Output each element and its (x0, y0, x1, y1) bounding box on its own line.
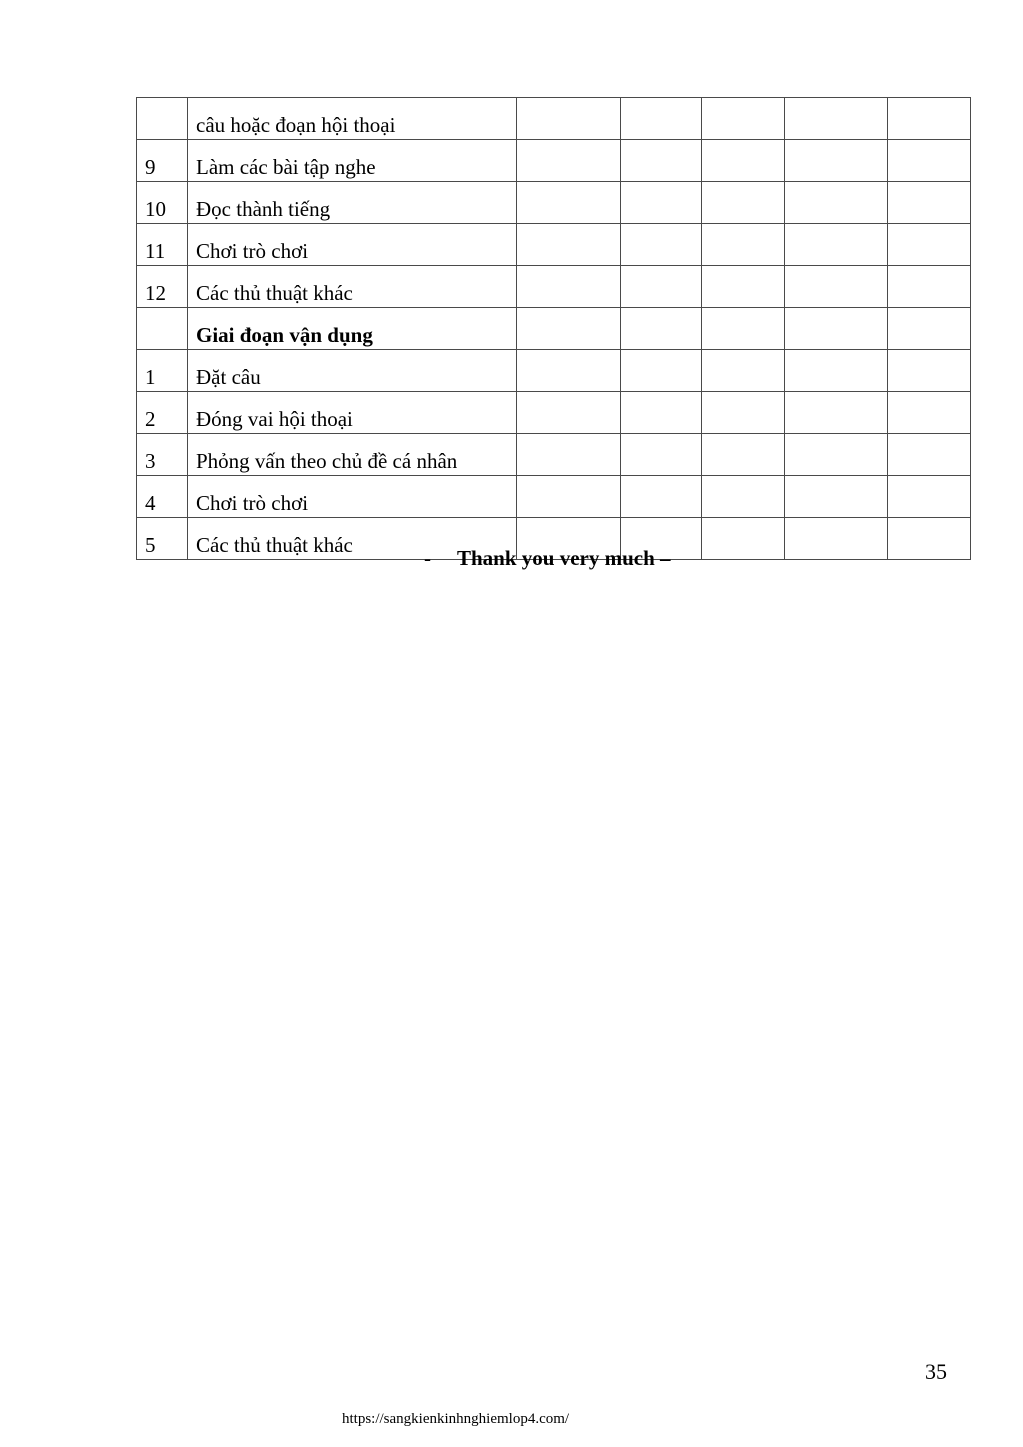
empty-cell (888, 434, 971, 476)
table-row (137, 266, 971, 308)
empty-cell (785, 434, 888, 476)
empty-cell (702, 518, 785, 560)
row-number (137, 308, 188, 350)
empty-cell (517, 266, 621, 308)
row-activity: Các thủ thuật khác (188, 266, 517, 308)
empty-cell (888, 476, 971, 518)
empty-cell (702, 140, 785, 182)
section-title: Giai đoạn vận dụng (188, 308, 517, 350)
table-row (137, 98, 971, 140)
empty-cell (621, 350, 702, 392)
empty-cell (517, 392, 621, 434)
table-row (137, 224, 971, 266)
table-body (137, 98, 971, 560)
row-activity: Đọc thành tiếng (188, 182, 517, 224)
empty-cell (621, 392, 702, 434)
empty-cell (621, 140, 702, 182)
empty-cell (888, 308, 971, 350)
empty-cell (517, 224, 621, 266)
empty-cell (888, 392, 971, 434)
page-number: 35 (925, 1359, 947, 1384)
empty-cell (785, 518, 888, 560)
empty-cell (785, 140, 888, 182)
empty-cell (621, 224, 702, 266)
empty-cell (517, 98, 621, 140)
empty-cell (621, 476, 702, 518)
footer-url: https://sangkienkinhnghiemlop4.com/ (342, 1411, 570, 1427)
empty-cell (785, 98, 888, 140)
empty-cell (888, 350, 971, 392)
row-activity: Các thủ thuật khác (188, 518, 517, 560)
empty-cell (517, 350, 621, 392)
empty-cell (621, 266, 702, 308)
row-activity: Đóng vai hội thoại (188, 392, 517, 434)
row-number: 5 (137, 518, 188, 560)
table-row (137, 182, 971, 224)
empty-cell (621, 434, 702, 476)
closing-line (424, 544, 671, 572)
empty-cell (702, 266, 785, 308)
empty-cell (785, 350, 888, 392)
empty-cell (517, 308, 621, 350)
row-activity: Chơi trò chơi (188, 224, 517, 266)
empty-cell (621, 308, 702, 350)
empty-cell (702, 308, 785, 350)
empty-cell (888, 266, 971, 308)
row-number: 3 (137, 434, 188, 476)
evaluation-table (136, 97, 971, 560)
empty-cell (888, 224, 971, 266)
empty-cell (785, 308, 888, 350)
empty-cell (888, 518, 971, 560)
table-row (137, 140, 971, 182)
empty-cell (517, 140, 621, 182)
empty-cell (621, 182, 702, 224)
row-number: 4 (137, 476, 188, 518)
row-number (137, 98, 188, 140)
row-activity: Phỏng vấn theo chủ đề cá nhân (188, 434, 517, 476)
table-row (137, 476, 971, 518)
row-activity: câu hoặc đoạn hội thoại (188, 98, 517, 140)
empty-cell (888, 182, 971, 224)
empty-cell (785, 224, 888, 266)
empty-cell (785, 266, 888, 308)
row-activity: Đặt câu (188, 350, 517, 392)
empty-cell (702, 182, 785, 224)
empty-cell (785, 182, 888, 224)
row-number: 11 (137, 224, 188, 266)
empty-cell (702, 350, 785, 392)
empty-cell (785, 476, 888, 518)
row-number: 9 (137, 140, 188, 182)
empty-cell (621, 98, 702, 140)
closing-dash: - (424, 546, 431, 570)
table-row (137, 350, 971, 392)
row-number: 2 (137, 392, 188, 434)
table-row (137, 434, 971, 476)
row-number: 10 (137, 182, 188, 224)
row-number: 12 (137, 266, 188, 308)
row-activity: Làm các bài tập nghe (188, 140, 517, 182)
empty-cell (702, 434, 785, 476)
table-row (137, 392, 971, 434)
empty-cell (702, 476, 785, 518)
closing-text: Thank you very much – (457, 546, 671, 570)
empty-cell (702, 224, 785, 266)
empty-cell (517, 434, 621, 476)
row-activity: Chơi trò chơi (188, 476, 517, 518)
empty-cell (888, 98, 971, 140)
row-number: 1 (137, 350, 188, 392)
empty-cell (785, 392, 888, 434)
empty-cell (517, 476, 621, 518)
section-header-row (137, 308, 971, 350)
empty-cell (517, 182, 621, 224)
empty-cell (702, 392, 785, 434)
empty-cell (702, 98, 785, 140)
empty-cell (888, 140, 971, 182)
